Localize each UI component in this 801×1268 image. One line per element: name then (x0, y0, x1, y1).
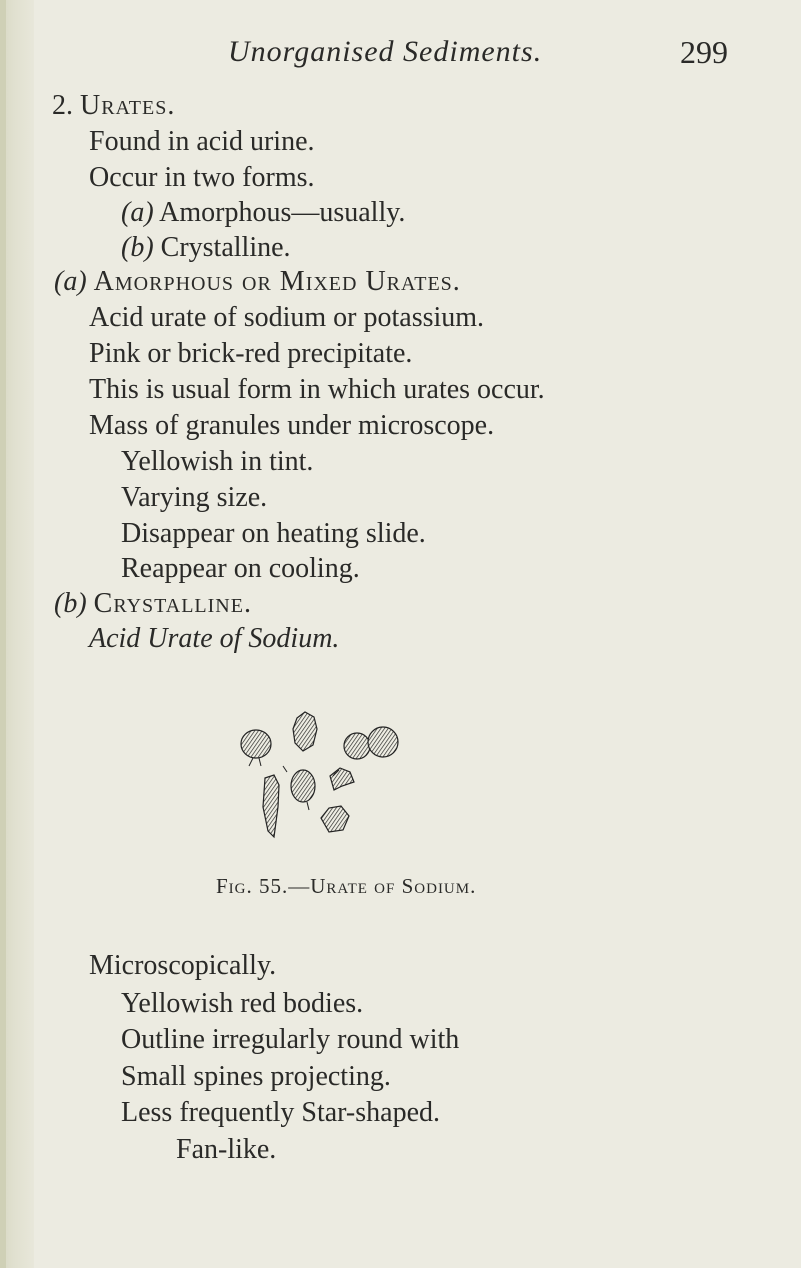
form-marker: (a) (121, 197, 154, 228)
crystal (241, 730, 271, 758)
running-header: Unorganised Sediments. (228, 35, 543, 68)
form-text: Amorphous—usually. (159, 197, 406, 228)
crystalline-heading (54, 588, 252, 620)
microscopic-last-line: Fan-like. (176, 1134, 277, 1165)
page-edge (0, 0, 6, 1268)
subsection-marker: (a) (54, 266, 87, 297)
amorphous-subline: Yellowish in tint. (121, 446, 314, 477)
amorphous-line: Acid urate of sodium or potassium. (89, 302, 485, 333)
amorphous-heading (54, 266, 461, 298)
figure-caption: Fig. 55.—Urate of Sodium. (216, 874, 477, 898)
amorphous-subline: Reappear on cooling. (121, 553, 360, 584)
microscopic-heading: Microscopically. (89, 950, 277, 981)
intro-line-1: Found in acid urine. (89, 126, 315, 157)
section-number: 2. (52, 90, 73, 121)
microscopic-line: Outline irregularly round with (121, 1024, 460, 1055)
subsection-title: Amorphous or Mixed Urates. (93, 266, 461, 297)
crystalline-subheading: Acid Urate of Sodium. (89, 623, 340, 654)
urate-crystals-illustration (235, 706, 475, 846)
microscopic-line: Yellowish red bodies. (121, 988, 364, 1019)
form-marker: (b) (121, 232, 154, 263)
microscopic-line: Small spines projecting. (121, 1061, 391, 1092)
urate-crystals-figure (235, 706, 475, 846)
subsection-title: Crystalline. (93, 588, 252, 619)
section-title: Urates. (80, 90, 176, 121)
microscopic-line: Less frequently Star-shaped. (121, 1097, 441, 1128)
crystal (368, 727, 398, 757)
amorphous-line: Pink or brick-red precipitate. (89, 338, 413, 369)
crystal (321, 806, 349, 832)
section-heading (52, 90, 175, 122)
intro-line-2: Occur in two forms. (89, 162, 315, 193)
subsection-marker: (b) (54, 588, 87, 619)
amorphous-subline: Varying size. (121, 482, 268, 513)
crystal (344, 733, 370, 759)
form-text: Crystalline. (160, 232, 291, 263)
amorphous-line: Mass of granules under microscope. (89, 410, 495, 441)
crystal (291, 770, 315, 802)
amorphous-subline: Disappear on heating slide. (121, 518, 426, 549)
form-item-a (121, 197, 405, 229)
page-number: 299 (680, 34, 728, 70)
amorphous-line: This is usual form in which urates occur. (89, 374, 545, 405)
crystal (263, 775, 279, 837)
crystal (330, 768, 354, 790)
crystal (293, 712, 317, 751)
form-item-b (121, 232, 291, 264)
